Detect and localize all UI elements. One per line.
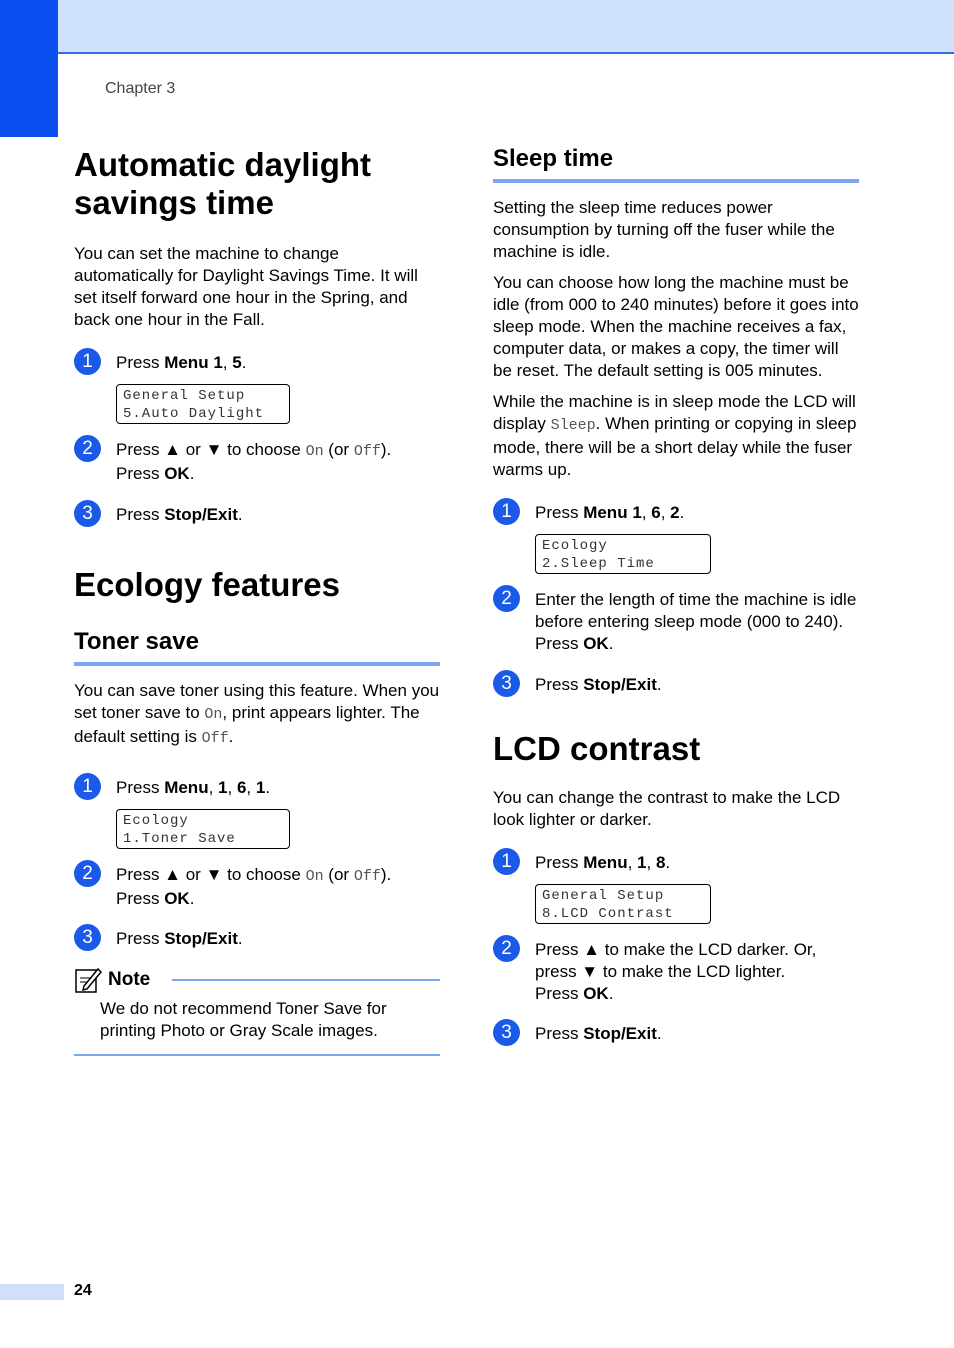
key-6: 6 bbox=[236, 777, 247, 797]
step-text-end: . bbox=[665, 852, 671, 872]
step-text: Press ▲ to make the LCD darker. Or, bbox=[535, 939, 817, 959]
step-text: Press ▲ or ▼ to choose bbox=[116, 864, 306, 884]
lcd-display-toner-save bbox=[116, 809, 290, 849]
daylight-title-line1: Automatic daylight bbox=[74, 146, 372, 183]
sleep-step-1 bbox=[493, 502, 859, 524]
note-header bbox=[74, 966, 440, 994]
step-text: Press bbox=[116, 888, 165, 908]
text: You can save toner using this feature. When you set toner save to bbox=[74, 680, 440, 722]
step-text: Press bbox=[116, 352, 165, 372]
key-1: 1 bbox=[213, 352, 223, 372]
toner-save-intro bbox=[74, 680, 440, 750]
page-number: 24 bbox=[74, 1282, 92, 1299]
lcd-value-on: On bbox=[204, 705, 223, 723]
sleep-p3 bbox=[493, 391, 859, 481]
key-menu: Menu bbox=[583, 852, 628, 872]
step-text: Press ▲ or ▼ to choose bbox=[116, 439, 306, 459]
lcd-value-off: Off bbox=[201, 729, 229, 747]
lcd-step-1 bbox=[493, 852, 859, 874]
step-text-end: . bbox=[189, 888, 195, 908]
step-text: Press bbox=[116, 463, 165, 483]
right-column bbox=[493, 140, 859, 1045]
key-ok: OK bbox=[583, 983, 609, 1003]
step-text: Press bbox=[535, 1023, 584, 1043]
step-number-badge: 1 bbox=[74, 773, 101, 800]
lcd-value-off: Off bbox=[353, 867, 381, 885]
lcd-display-auto-daylight bbox=[116, 384, 290, 424]
lcd-line-1: Ecology bbox=[542, 538, 608, 554]
step-text: Press bbox=[535, 503, 584, 522]
key-6: 6 bbox=[651, 503, 661, 522]
note-box bbox=[74, 966, 440, 1056]
sleep-p1: Setting the sleep time reduces power consumption by turning off the fuser while the machine is idle. bbox=[493, 198, 835, 261]
key-stop-exit: Stop/Exit bbox=[583, 675, 657, 694]
key-1: 1 bbox=[218, 777, 228, 797]
step-text: Press bbox=[116, 928, 165, 948]
step-number-badge: 2 bbox=[493, 585, 520, 612]
step-text-end: . bbox=[608, 983, 614, 1003]
step-number-badge: 3 bbox=[493, 1019, 520, 1046]
text: . bbox=[228, 726, 234, 746]
text: While the machine is in sleep mode the LCD will display bbox=[493, 392, 856, 433]
key-ok: OK bbox=[164, 888, 190, 908]
step-text-end: ). bbox=[380, 864, 392, 884]
daylight-step-2 bbox=[74, 439, 440, 485]
step-text: Press bbox=[535, 634, 584, 653]
step-text: (or bbox=[323, 439, 354, 459]
step-text-end: . bbox=[679, 503, 685, 522]
lcd-line-1: Ecology bbox=[123, 812, 189, 829]
step-number-badge: 3 bbox=[493, 670, 520, 697]
header-band bbox=[0, 0, 954, 54]
lcd-step-3 bbox=[493, 1023, 859, 1045]
note-title: Note bbox=[108, 968, 151, 990]
step-number-badge: 1 bbox=[74, 348, 101, 375]
lcd-value-off: Off bbox=[353, 442, 381, 460]
key-1: 1 bbox=[637, 852, 647, 872]
lcd-value-on: On bbox=[305, 867, 324, 885]
daylight-intro: You can set the machine to change automatically for Daylight Savings Time. It will set itself forward one hour in the Spring, and back one hour in the Fall. bbox=[74, 243, 418, 329]
key-menu: Menu bbox=[164, 352, 209, 372]
lcd-line-1: General Setup bbox=[542, 887, 665, 904]
daylight-step-1 bbox=[74, 352, 440, 374]
step-text: (or bbox=[323, 864, 354, 884]
key-stop-exit: Stop/Exit bbox=[164, 504, 238, 524]
step-number-badge: 1 bbox=[493, 498, 520, 525]
note-text: We do not recommend Toner Save for printing Photo or Gray Scale images. bbox=[100, 998, 387, 1040]
note-rule bbox=[172, 979, 440, 981]
step-text: Press bbox=[535, 983, 584, 1003]
step-text: Press bbox=[116, 777, 165, 797]
note-pencil-icon bbox=[74, 966, 102, 994]
lcd-display-lcd-contrast bbox=[535, 884, 711, 924]
sleep-step-3 bbox=[493, 674, 859, 696]
step-text: press ▼ to make the LCD lighter. bbox=[535, 961, 786, 981]
daylight-title bbox=[74, 146, 440, 222]
ecology-title: Ecology features bbox=[74, 565, 340, 603]
step-number-badge: 2 bbox=[74, 860, 101, 887]
step-number-badge: 2 bbox=[74, 435, 101, 462]
separator: , bbox=[646, 852, 656, 872]
step-text-end: . bbox=[656, 1023, 662, 1043]
separator: , bbox=[227, 777, 237, 797]
sleep-step-2 bbox=[493, 589, 859, 655]
sleep-p2: You can choose how long the machine must be idle (from 000 to 240 minutes) before it goes into sleep mode. When the machine receives a fax, computer data, or makes a copy, the timer will be reset. The default setting is 005 minutes. bbox=[493, 273, 859, 380]
daylight-title-line2: savings time bbox=[74, 183, 274, 221]
key-1: 1 bbox=[632, 503, 642, 522]
note-bottom-rule bbox=[74, 1054, 440, 1056]
step-text-end: . bbox=[189, 463, 195, 483]
key-ok: OK bbox=[583, 634, 609, 653]
lcd-line-2: 8.LCD Contrast bbox=[542, 905, 674, 922]
step-number-badge: 3 bbox=[74, 500, 101, 527]
key-menu: Menu bbox=[164, 777, 209, 797]
text: , print appears lighter. The default setting is bbox=[74, 702, 420, 746]
step-number-badge: 2 bbox=[493, 935, 520, 962]
daylight-step-3 bbox=[74, 504, 440, 526]
step-number-badge: 3 bbox=[74, 924, 101, 951]
step-text: Press bbox=[535, 852, 584, 872]
step-text: Press bbox=[116, 504, 165, 524]
key-stop-exit: Stop/Exit bbox=[583, 1023, 657, 1043]
key-ok: OK bbox=[164, 463, 190, 483]
key-5: 5 bbox=[232, 352, 242, 372]
toner-save-heading: Toner save bbox=[74, 628, 440, 666]
lcd-display-sleep-time bbox=[535, 534, 711, 574]
lcd-contrast-title: LCD contrast bbox=[493, 730, 701, 767]
text: . When printing or copying in sleep mode, there will be a short delay while the fuser warms up. bbox=[493, 414, 857, 479]
lcd-contrast-intro: You can change the contrast to make the LCD look lighter or darker. bbox=[493, 787, 841, 829]
key-2: 2 bbox=[670, 503, 680, 522]
toner-step-2 bbox=[74, 864, 440, 910]
step-text-end: . bbox=[265, 777, 271, 797]
lcd-line-2: 2.Sleep Time bbox=[542, 556, 655, 572]
step-text: Enter the length of time the machine is idle before entering sleep mode (000 to 240). bbox=[535, 590, 857, 631]
separator: , bbox=[222, 352, 233, 372]
toner-step-1 bbox=[74, 777, 440, 799]
lcd-line-1: General Setup bbox=[123, 387, 246, 404]
key-menu: Menu bbox=[583, 503, 628, 522]
toner-step-3 bbox=[74, 928, 440, 950]
separator: , bbox=[246, 777, 256, 797]
separator: , bbox=[208, 777, 219, 797]
chapter-tab bbox=[0, 0, 58, 137]
left-column bbox=[74, 140, 440, 1056]
separator: , bbox=[627, 852, 638, 872]
sleep-time-heading: Sleep time bbox=[493, 145, 859, 183]
lcd-value-sleep: Sleep bbox=[550, 417, 596, 434]
separator: , bbox=[641, 503, 652, 522]
lcd-line-2: 1.Toner Save bbox=[123, 830, 236, 847]
separator: , bbox=[660, 503, 671, 522]
key-8: 8 bbox=[655, 852, 666, 872]
step-text-end: . bbox=[237, 928, 243, 948]
step-text-end: . bbox=[237, 504, 243, 524]
chapter-label: Chapter 3 bbox=[105, 80, 176, 97]
step-text: Press bbox=[535, 675, 584, 694]
key-1: 1 bbox=[255, 777, 266, 797]
footer-band bbox=[0, 1284, 64, 1300]
step-text-end: ). bbox=[380, 439, 392, 459]
step-number-badge: 1 bbox=[493, 848, 520, 875]
lcd-value-on: On bbox=[305, 442, 324, 460]
step-text-end: . bbox=[656, 675, 662, 694]
lcd-step-2 bbox=[493, 939, 859, 1005]
step-text-end: . bbox=[241, 352, 247, 372]
lcd-line-2: 5.Auto Daylight bbox=[123, 405, 265, 422]
step-text-end: . bbox=[608, 634, 614, 653]
key-stop-exit: Stop/Exit bbox=[164, 928, 238, 948]
